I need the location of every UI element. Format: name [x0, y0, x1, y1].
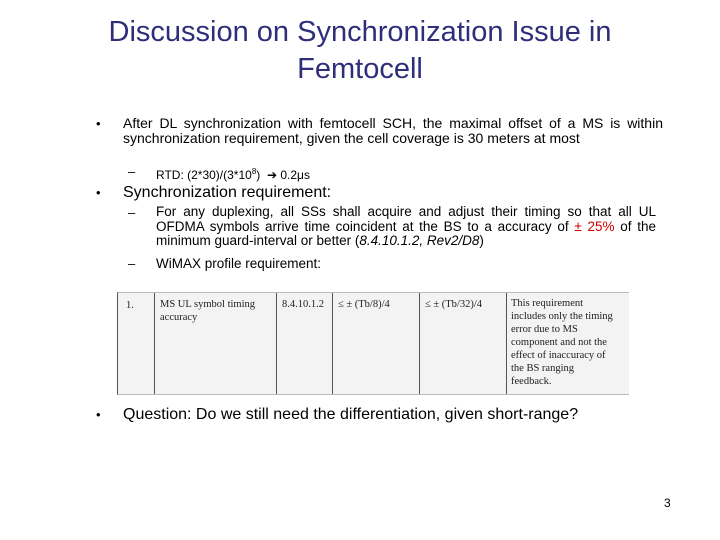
dash-marker-sync: – — [128, 205, 136, 220]
wimax-requirement-table — [117, 292, 629, 395]
page-number: 3 — [664, 496, 671, 510]
table-note-line: feedback. — [511, 376, 552, 387]
table-note-line: the BS ranging — [511, 363, 574, 374]
table-note-line: This requirement — [511, 298, 584, 309]
rtd-result: 0.2μs — [280, 168, 310, 182]
table-note-line: effect of inaccuracy of — [511, 350, 606, 361]
table-row-number: 1. — [126, 300, 134, 311]
bullet-1-text: After DL synchronization with femtocell SCH, the maximal offset of a MS is within synchronization requirement, given the cell coverage is 30 meters at most — [123, 115, 663, 146]
bullet-marker-1: • — [96, 116, 101, 131]
table-note — [511, 297, 613, 388]
table-item-line: accuracy — [160, 312, 198, 323]
rtd-exponent: 8 — [251, 167, 257, 176]
rtd-formula: RTD: (2*30)/(3*10 — [156, 168, 252, 182]
table-divider — [154, 293, 155, 394]
bullet-3-text: Question: Do we still need the differentiation, given short-range? — [123, 406, 579, 423]
sync-requirement-text — [156, 205, 656, 249]
title-line-2: Femtocell — [297, 53, 423, 85]
table-requirement-b: ≤ ± (Tb/32)/4 — [425, 299, 483, 310]
table-note-line: includes only the timing — [511, 311, 613, 322]
wimax-profile-text: WiMAX profile requirement: — [156, 256, 322, 271]
accuracy-highlight: ± 25% — [574, 218, 615, 234]
spec-reference: 8.4.10.1.2, Rev2/D8 — [359, 233, 480, 248]
table-requirement-a: ≤ ± (Tb/8)/4 — [338, 299, 390, 310]
sync-text-part3: ) — [479, 233, 484, 248]
table-section: 8.4.10.1.2 — [282, 299, 324, 310]
arrow-icon: ➔ — [266, 168, 278, 182]
title-line-1: Discussion on Synchronization Issue in — [108, 16, 612, 48]
dash-marker-rtd: – — [128, 164, 136, 179]
sync-text-part1: For any duplexing, all SSs shall acquire and adjust their timing so that all UL OFDMA symbols arrive time coincident at the BS to a accuracy of — [156, 204, 656, 234]
table-item — [160, 298, 255, 324]
dash-marker-wimax: – — [128, 256, 136, 271]
slide-title — [60, 14, 660, 88]
table-note-line: component and not the — [511, 337, 607, 348]
rtd-formula-end: ) — [256, 168, 261, 182]
table-note-line: error due to MS — [511, 324, 578, 335]
table-divider — [332, 293, 333, 394]
table-divider — [506, 293, 507, 394]
table-item-line: MS UL symbol timing — [160, 299, 255, 310]
table-divider — [419, 293, 420, 394]
rtd-line — [156, 165, 310, 182]
table-divider — [276, 293, 277, 394]
bullet-marker-2: • — [96, 185, 101, 200]
bullet-2-text: Synchronization requirement: — [123, 184, 332, 201]
bullet-marker-3: • — [96, 407, 101, 422]
sync-text-part2: of the minimum guard-interval or better ( — [156, 218, 656, 248]
